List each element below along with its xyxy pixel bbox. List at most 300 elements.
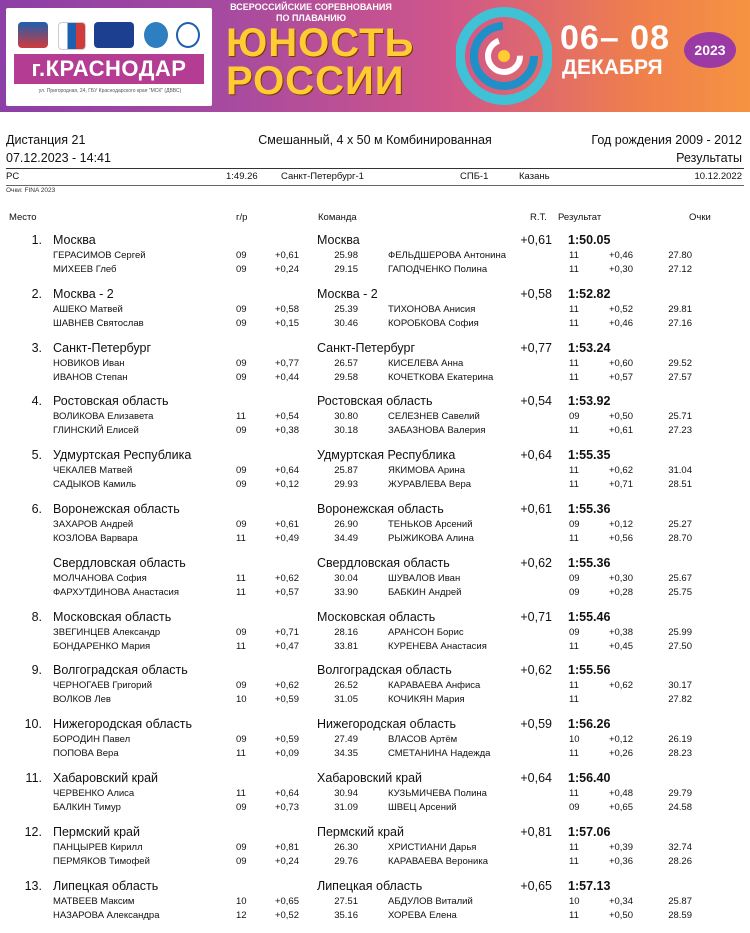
- swimmer-year-2: 11: [569, 748, 579, 760]
- col-points: Очки: [689, 212, 711, 223]
- swimmer-name-2: ТЕНЬКОВ Арсений: [388, 519, 473, 530]
- swimmer-split: 25.98: [334, 250, 358, 261]
- col-place: Место: [9, 212, 37, 223]
- swimmer-name-2: ЖУРАВЛЕВА Вера: [388, 479, 472, 491]
- swimmer-split: 34.35: [334, 748, 358, 760]
- team-place: 12.: [24, 824, 42, 839]
- swimmer-name: МОЛЧАНОВА София: [53, 572, 147, 584]
- swimmer-split: 30.46: [334, 317, 358, 329]
- record-date: 10.12.2022: [694, 171, 742, 182]
- swimmer-reaction: +0,24: [274, 855, 299, 867]
- swimmer-points: 32.74: [668, 841, 692, 853]
- team-name-repeat: Липецкая область: [317, 878, 423, 893]
- swimmer-reaction-2: +0,34: [608, 895, 633, 907]
- team-entry: [0, 610, 750, 664]
- swimmer-name-2: КОРОБКОВА София: [388, 317, 479, 329]
- event-banner: [0, 0, 750, 112]
- swimmer-split: 27.49: [334, 734, 358, 746]
- distance-label: Дистанция 21: [6, 133, 86, 147]
- swimmer-reaction: +0,73: [274, 802, 299, 813]
- swimmer-year: 09: [236, 371, 247, 383]
- swimmer-name-2: КИСЕЛЕВА Анна: [388, 357, 464, 369]
- team-name: Волгоградская область: [53, 663, 188, 678]
- swimmer-points: 27.23: [668, 425, 692, 437]
- swimmer-points: 31.04: [668, 465, 692, 477]
- team-result: 1:53.24: [568, 340, 611, 355]
- team-place: 8.: [31, 609, 42, 624]
- swimmer-reaction: +0,58: [274, 303, 299, 315]
- team-result: 1:55.56: [568, 663, 611, 678]
- team-name: Московская область: [53, 609, 172, 624]
- record-divider: [6, 185, 744, 186]
- team-name-repeat: Волгоградская область: [317, 663, 452, 678]
- team-reaction-time: +0,71: [520, 609, 552, 624]
- team-result: 1:55.35: [568, 448, 611, 463]
- swimmer-year-2: 09: [569, 626, 580, 638]
- swimmer-points: 25.67: [668, 572, 692, 584]
- team-place: 13.: [24, 878, 42, 893]
- swimmer-points: 28.59: [668, 909, 692, 921]
- swimmer-reaction: +0,71: [274, 626, 299, 638]
- team-place: 5.: [31, 448, 42, 463]
- swimmer-name-2: РЫЖИКОВА Алина: [388, 533, 474, 544]
- swimmer-reaction: +0,54: [274, 411, 299, 423]
- swimmer-reaction: +0,44: [274, 371, 299, 383]
- swimmer-year: 09: [236, 317, 247, 329]
- flag-logo: [58, 22, 86, 50]
- team-entry: [0, 448, 750, 502]
- swimmer-row: [0, 533, 750, 547]
- team-reaction-time: +0,64: [520, 448, 552, 463]
- swimmer-reaction: +0,52: [274, 909, 299, 921]
- swimmer-year: 09: [236, 250, 247, 261]
- team-name-repeat: Хабаровский край: [317, 771, 423, 785]
- swimmer-year-2: 09: [569, 586, 580, 598]
- team-name-repeat: Московская область: [317, 609, 436, 624]
- swimmer-year: 11: [236, 788, 246, 799]
- swimmer-row: [0, 856, 750, 870]
- swimmer-year: 09: [236, 626, 247, 638]
- swimmer-split: 31.05: [334, 694, 358, 706]
- swimmer-reaction-2: +0,46: [608, 317, 633, 329]
- swimmer-split: 26.90: [334, 519, 358, 530]
- swimmer-row: [0, 372, 750, 386]
- swimmer-reaction: +0,59: [274, 694, 299, 706]
- swimmer-name-2: ТИХОНОВА Анисия: [388, 303, 476, 315]
- team-place: 4.: [31, 394, 42, 409]
- team-name-repeat: Нижегородская область: [317, 717, 456, 732]
- swimmer-split: 26.30: [334, 841, 358, 853]
- sport-logo: [176, 22, 200, 48]
- swimmer-reaction-2: +0,36: [608, 855, 633, 867]
- swimmer-reaction: +0,49: [274, 533, 299, 544]
- swimmer-reaction-2: +0,12: [608, 519, 633, 530]
- swimmer-points: 27.82: [668, 694, 692, 706]
- swimmer-year: 09: [236, 303, 247, 315]
- record-team: Санкт-Петербург-1: [281, 171, 364, 182]
- swimmer-name: АШЕКО Матвей: [53, 303, 123, 315]
- team-name: Ростовская область: [53, 394, 169, 409]
- swimmer-name: ИВАНОВ Степан: [53, 371, 128, 383]
- swimmer-name-2: ШВЕЦ Арсений: [388, 802, 457, 813]
- swimmer-name-2: ХОРЕВА Елена: [388, 909, 457, 921]
- swirl-logo-icon: [456, 6, 552, 106]
- swimmer-row: [0, 896, 750, 910]
- swimmer-reaction-2: +0,61: [608, 425, 633, 437]
- team-result: 1:50.05: [568, 233, 611, 247]
- team-name: Санкт-Петербург: [53, 340, 152, 355]
- swimmer-name-2: КАРАВАЕВА Вероника: [388, 855, 488, 867]
- col-year: г/р: [236, 212, 248, 223]
- swimmer-year-2: 11: [569, 303, 579, 315]
- team-reaction-time: +0,65: [520, 878, 552, 893]
- swimmer-reaction-2: +0,50: [608, 909, 633, 921]
- swimmer-year: 09: [236, 264, 247, 275]
- swimmer-name: ПАНЦЫРЕВ Кирилл: [53, 841, 143, 853]
- swimmer-year: 10: [236, 895, 247, 907]
- swimmer-name: ГЕРАСИМОВ Сергей: [53, 250, 146, 261]
- swimmer-name: ГЛИНСКИЙ Елисей: [53, 425, 139, 437]
- swimmer-row: [0, 519, 750, 533]
- team-result: 1:56.26: [568, 717, 611, 732]
- swimmer-name: КОЗЛОВА Варвара: [53, 533, 138, 544]
- swimmer-points: 25.75: [668, 586, 692, 598]
- event-days: 06– 08: [560, 19, 670, 57]
- swimmer-name: ШАВНЕВ Святослав: [53, 317, 144, 329]
- swimmer-split: 29.58: [334, 371, 358, 383]
- swimmer-reaction-2: +0,60: [608, 357, 633, 369]
- team-name-repeat: Ростовская область: [317, 394, 433, 409]
- swimmer-year-2: 11: [569, 371, 579, 383]
- team-entry: [0, 394, 750, 448]
- team-name: Воронежская область: [53, 502, 180, 516]
- swimmer-row: [0, 802, 750, 816]
- team-result: 1:57.06: [568, 824, 611, 839]
- swimmer-row: [0, 411, 750, 425]
- swimmer-name: ЗВЕГИНЦЕВ Александр: [53, 626, 161, 638]
- swimmer-reaction: +0,64: [274, 788, 299, 799]
- swimmer-name-2: КАРАВАЕВА Анфиса: [388, 680, 481, 692]
- team-name-repeat: Москва - 2: [317, 286, 378, 301]
- record-label: PC: [6, 171, 20, 182]
- swimmer-reaction: +0,62: [274, 572, 299, 584]
- event-datetime: 07.12.2023 - 14:41: [6, 151, 111, 165]
- col-result: Результат: [558, 212, 602, 223]
- swimmer-reaction-2: +0,26: [608, 748, 633, 760]
- swimmer-reaction: +0,38: [274, 425, 299, 437]
- swimmer-name: НАЗАРОВА Александра: [53, 909, 160, 921]
- team-result: 1:57.13: [568, 878, 611, 893]
- swimmer-points: 26.19: [668, 734, 692, 746]
- swimmer-reaction: +0,77: [274, 357, 299, 369]
- swimmer-points: 28.23: [668, 748, 692, 760]
- swimmer-reaction: +0,61: [274, 250, 299, 261]
- team-place: 3.: [31, 340, 42, 355]
- swimmer-row: [0, 318, 750, 332]
- swimmer-split: 35.16: [334, 909, 358, 921]
- swimmer-points: 29.81: [668, 303, 692, 315]
- team-result: 1:55.36: [568, 502, 611, 516]
- swimmer-name: САДЫКОВ Камиль: [53, 479, 137, 491]
- swimmer-reaction-2: +0,56: [608, 533, 633, 544]
- team-reaction-time: +0,61: [520, 502, 552, 516]
- event-subtitle: ВСЕРОССИЙСКИЕ СОРЕВНОВАНИЯ ПО ПЛАВАНИЮ: [230, 2, 392, 23]
- swimmer-reaction-2: +0,62: [608, 680, 633, 692]
- swimmer-year-2: 11: [569, 640, 579, 652]
- swim-logo: [144, 22, 168, 48]
- swimmer-name: ЗАХАРОВ Андрей: [53, 519, 134, 530]
- swimmer-year-2: 10: [569, 734, 580, 746]
- swimmer-year: 09: [236, 855, 247, 867]
- swimmer-row: [0, 264, 750, 278]
- swimmer-points: 25.27: [668, 519, 692, 530]
- team-entry: [0, 556, 750, 610]
- swimmer-row: [0, 910, 750, 924]
- swimmer-reaction-2: +0,30: [608, 572, 633, 584]
- team-name: Нижегородская область: [53, 717, 192, 732]
- swimmer-row: [0, 694, 750, 708]
- swimmer-reaction-2: +0,28: [608, 586, 633, 598]
- swimmer-year-2: 09: [569, 572, 580, 584]
- team-reaction-time: +0,59: [520, 717, 552, 732]
- event-month: ДЕКАБРЯ: [562, 56, 663, 79]
- team-place: 1.: [31, 233, 42, 247]
- organizer-logos: [6, 8, 212, 106]
- team-entry: [0, 663, 750, 717]
- swimmer-year-2: 09: [569, 411, 580, 423]
- swimmer-split: 34.49: [334, 533, 358, 544]
- swimmer-year: 10: [236, 694, 247, 706]
- swimmer-year-2: 11: [569, 694, 579, 706]
- header-divider: [6, 168, 744, 169]
- team-reaction-time: +0,62: [520, 663, 552, 678]
- swimmer-row: [0, 479, 750, 493]
- swimmer-year: 09: [236, 425, 247, 437]
- swimmer-year-2: 11: [569, 479, 579, 491]
- swimmer-year: 12: [236, 909, 247, 921]
- swimmer-year-2: 11: [569, 533, 579, 544]
- swimmer-split: 33.81: [334, 640, 358, 652]
- col-rt: R.T.: [530, 212, 547, 223]
- team-name-repeat: Свердловская область: [317, 555, 450, 570]
- federation-logo: [94, 22, 134, 48]
- swimmer-split: 25.87: [334, 465, 358, 477]
- team-entry: [0, 717, 750, 771]
- team-reaction-time: +0,62: [520, 555, 552, 570]
- team-entry: [0, 771, 750, 825]
- swimmer-row: [0, 304, 750, 318]
- swimmer-year: 11: [236, 748, 246, 760]
- team-name-repeat: Удмуртская Республика: [317, 448, 456, 463]
- swimmer-year: 09: [236, 841, 247, 853]
- team-name-repeat: Воронежская область: [317, 502, 444, 516]
- swimmer-year: 09: [236, 465, 247, 477]
- swimmer-name-2: ЯКИМОВА Арина: [388, 465, 465, 477]
- swimmer-row: [0, 358, 750, 372]
- swimmer-row: [0, 842, 750, 856]
- swimmer-name: МИХЕЕВ Глеб: [53, 264, 117, 275]
- swimmer-year-2: 11: [569, 465, 579, 477]
- swimmer-points: 27.50: [668, 640, 692, 652]
- swimmer-year: 11: [236, 572, 246, 584]
- swimmer-reaction-2: +0,50: [608, 411, 633, 423]
- team-reaction-time: +0,64: [520, 771, 552, 785]
- swimmer-row: [0, 627, 750, 641]
- swimmer-reaction-2: +0,57: [608, 371, 633, 383]
- swimmer-name: ПОПОВА Вера: [53, 748, 119, 760]
- swimmer-split: 30.18: [334, 425, 358, 437]
- event-year-badge: 2023: [684, 32, 736, 68]
- swimmer-reaction-2: +0,38: [608, 626, 633, 638]
- swimmer-year-2: 11: [569, 909, 579, 921]
- swimmer-name-2: КУРЕНЕВА Анастасия: [388, 640, 487, 652]
- swimmer-split: 29.15: [334, 264, 358, 275]
- swimmer-reaction-2: +0,39: [608, 841, 633, 853]
- swimmer-reaction: +0,12: [274, 479, 299, 491]
- team-name: Москва - 2: [53, 286, 114, 301]
- swimmer-name-2: СМЕТАНИНА Надежда: [388, 748, 491, 760]
- team-name-repeat: Москва: [317, 233, 360, 247]
- swimmer-points: 27.80: [668, 250, 692, 261]
- swimmer-year: 09: [236, 519, 247, 530]
- swimmer-year-2: 09: [569, 519, 580, 530]
- swimmer-year: 11: [236, 586, 246, 598]
- swimmer-reaction: +0,81: [274, 841, 299, 853]
- swimmer-year-2: 11: [569, 357, 579, 369]
- swimmer-year-2: 11: [569, 680, 579, 692]
- swimmer-row: [0, 788, 750, 802]
- team-result: 1:55.36: [568, 555, 611, 570]
- swimmer-name-2: АБДУЛОВ Виталий: [388, 895, 473, 907]
- swimmer-year: 09: [236, 802, 247, 813]
- swimmer-reaction: +0,09: [274, 748, 299, 760]
- swimmer-reaction-2: +0,46: [608, 250, 633, 261]
- swimmer-name: ЧЕРВЕНКО Алиса: [53, 788, 135, 799]
- swimmer-name: ВОЛКОВ Лев: [53, 694, 111, 706]
- team-entry: [0, 233, 750, 287]
- team-place: 6.: [31, 502, 42, 516]
- swimmer-row: [0, 680, 750, 694]
- swimmer-points: 28.26: [668, 855, 692, 867]
- swimmer-year: 09: [236, 357, 247, 369]
- swimmer-name: ПЕРМЯКОВ Тимофей: [53, 855, 150, 867]
- team-name: Удмуртская Республика: [53, 448, 192, 463]
- birth-years: Год рождения 2009 - 2012: [591, 133, 742, 147]
- sponsor-logo-row: [14, 18, 204, 52]
- swimmer-reaction: +0,15: [274, 317, 299, 329]
- swimmer-name-2: БАБКИН Андрей: [388, 586, 462, 598]
- swimmer-reaction-2: +0,62: [608, 465, 633, 477]
- swimmer-reaction-2: +0,52: [608, 303, 633, 315]
- swimmer-year: 11: [236, 411, 246, 423]
- swimmer-year: 09: [236, 479, 247, 491]
- swimmer-year-2: 10: [569, 895, 580, 907]
- team-name: Свердловская область: [53, 555, 186, 570]
- team-entry: [0, 502, 750, 556]
- swimmer-name-2: АРАНСОН Борис: [388, 626, 464, 638]
- team-reaction-time: +0,58: [520, 286, 552, 301]
- swimmer-points: 29.79: [668, 788, 692, 799]
- swimmer-reaction-2: +0,48: [608, 788, 633, 799]
- swimmer-points: 25.71: [668, 411, 692, 423]
- swimmer-split: 26.57: [334, 357, 358, 369]
- team-name-repeat: Санкт-Петербург: [317, 340, 416, 355]
- record-city: Казань: [519, 171, 550, 182]
- swimmer-year: 11: [236, 640, 246, 652]
- swimmer-name: ФАРХУТДИНОВА Анастасия: [53, 586, 179, 598]
- swimmer-reaction-2: +0,71: [608, 479, 633, 491]
- team-reaction-time: +0,77: [520, 340, 552, 355]
- swimmer-reaction: +0,59: [274, 734, 299, 746]
- swimmer-reaction: +0,47: [274, 640, 299, 652]
- swimmer-reaction: +0,64: [274, 465, 299, 477]
- team-entry: [0, 825, 750, 879]
- swimmer-name: ЧЕРНОГАЕВ Григорий: [53, 680, 153, 692]
- swimmer-split: 25.39: [334, 303, 358, 315]
- swimmer-name: ЧЕКАЛЕВ Матвей: [53, 465, 133, 477]
- swimmer-reaction: +0,62: [274, 680, 299, 692]
- swimmer-split: 30.80: [334, 411, 358, 423]
- swimmer-row: [0, 250, 750, 264]
- swimmer-split: 31.09: [334, 802, 358, 813]
- swimmer-name: БОНДАРЕНКО Мария: [53, 640, 151, 652]
- col-team: Команда: [318, 212, 357, 223]
- swimmer-points: 28.51: [668, 479, 692, 491]
- record-time: 1:49.26: [226, 171, 258, 182]
- swimmer-row: [0, 734, 750, 748]
- record-code: СПБ-1: [460, 171, 489, 182]
- swimmer-points: 28.70: [668, 533, 692, 544]
- team-reaction-time: +0,54: [520, 394, 552, 409]
- event-name: Смешанный, 4 x 50 м Комбинированная: [258, 133, 492, 147]
- swimmer-name-2: ФЕЛЬДШЕРОВА Антонина: [388, 250, 507, 261]
- swimmer-row: [0, 425, 750, 439]
- swimmer-year: 11: [236, 533, 246, 544]
- swimmer-row: [0, 465, 750, 479]
- swimmer-points: 25.87: [668, 895, 692, 907]
- swimmer-year-2: 09: [569, 802, 580, 813]
- swimmer-split: 33.90: [334, 586, 358, 598]
- swimmer-name-2: КУЗЬМИЧЕВА Полина: [388, 788, 487, 799]
- swimmer-points: 27.16: [668, 317, 692, 329]
- swimmer-name-2: ХРИСТИАНИ Дарья: [388, 841, 477, 853]
- team-result: 1:52.82: [568, 286, 611, 301]
- swimmer-split: 29.76: [334, 855, 358, 867]
- swimmer-points: 25.99: [668, 626, 692, 638]
- team-name-repeat: Пермский край: [317, 824, 404, 839]
- swimmer-reaction: +0,61: [274, 519, 299, 530]
- swimmer-name-2: ЗАБАЗНОВА Валерия: [388, 425, 486, 437]
- swimmer-points: 30.17: [668, 680, 692, 692]
- swimmer-name-2: ВЛАСОВ Артём: [388, 734, 458, 746]
- swimmer-row: [0, 748, 750, 762]
- swimmer-name: НОВИКОВ Иван: [53, 357, 125, 369]
- swimmer-name-2: ШУВАЛОВ Иван: [388, 572, 461, 584]
- swimmer-name: БОРОДИН Павел: [53, 734, 131, 746]
- swimmer-points: 24.58: [668, 802, 692, 813]
- city-name: г.КРАСНОДАР: [14, 54, 204, 84]
- swimmer-name: МАТВЕЕВ Максим: [53, 895, 135, 907]
- team-result: 1:56.40: [568, 771, 611, 785]
- swimmer-year-2: 11: [569, 855, 579, 867]
- team-result: 1:55.46: [568, 609, 611, 624]
- team-place: 11.: [25, 771, 42, 785]
- swimmer-name-2: КОЧИКЯН Мария: [388, 694, 465, 706]
- swimmer-split: 26.52: [334, 680, 358, 692]
- swimmer-year-2: 11: [569, 264, 579, 275]
- team-result: 1:53.92: [568, 394, 611, 409]
- swimmer-split: 27.51: [334, 895, 358, 907]
